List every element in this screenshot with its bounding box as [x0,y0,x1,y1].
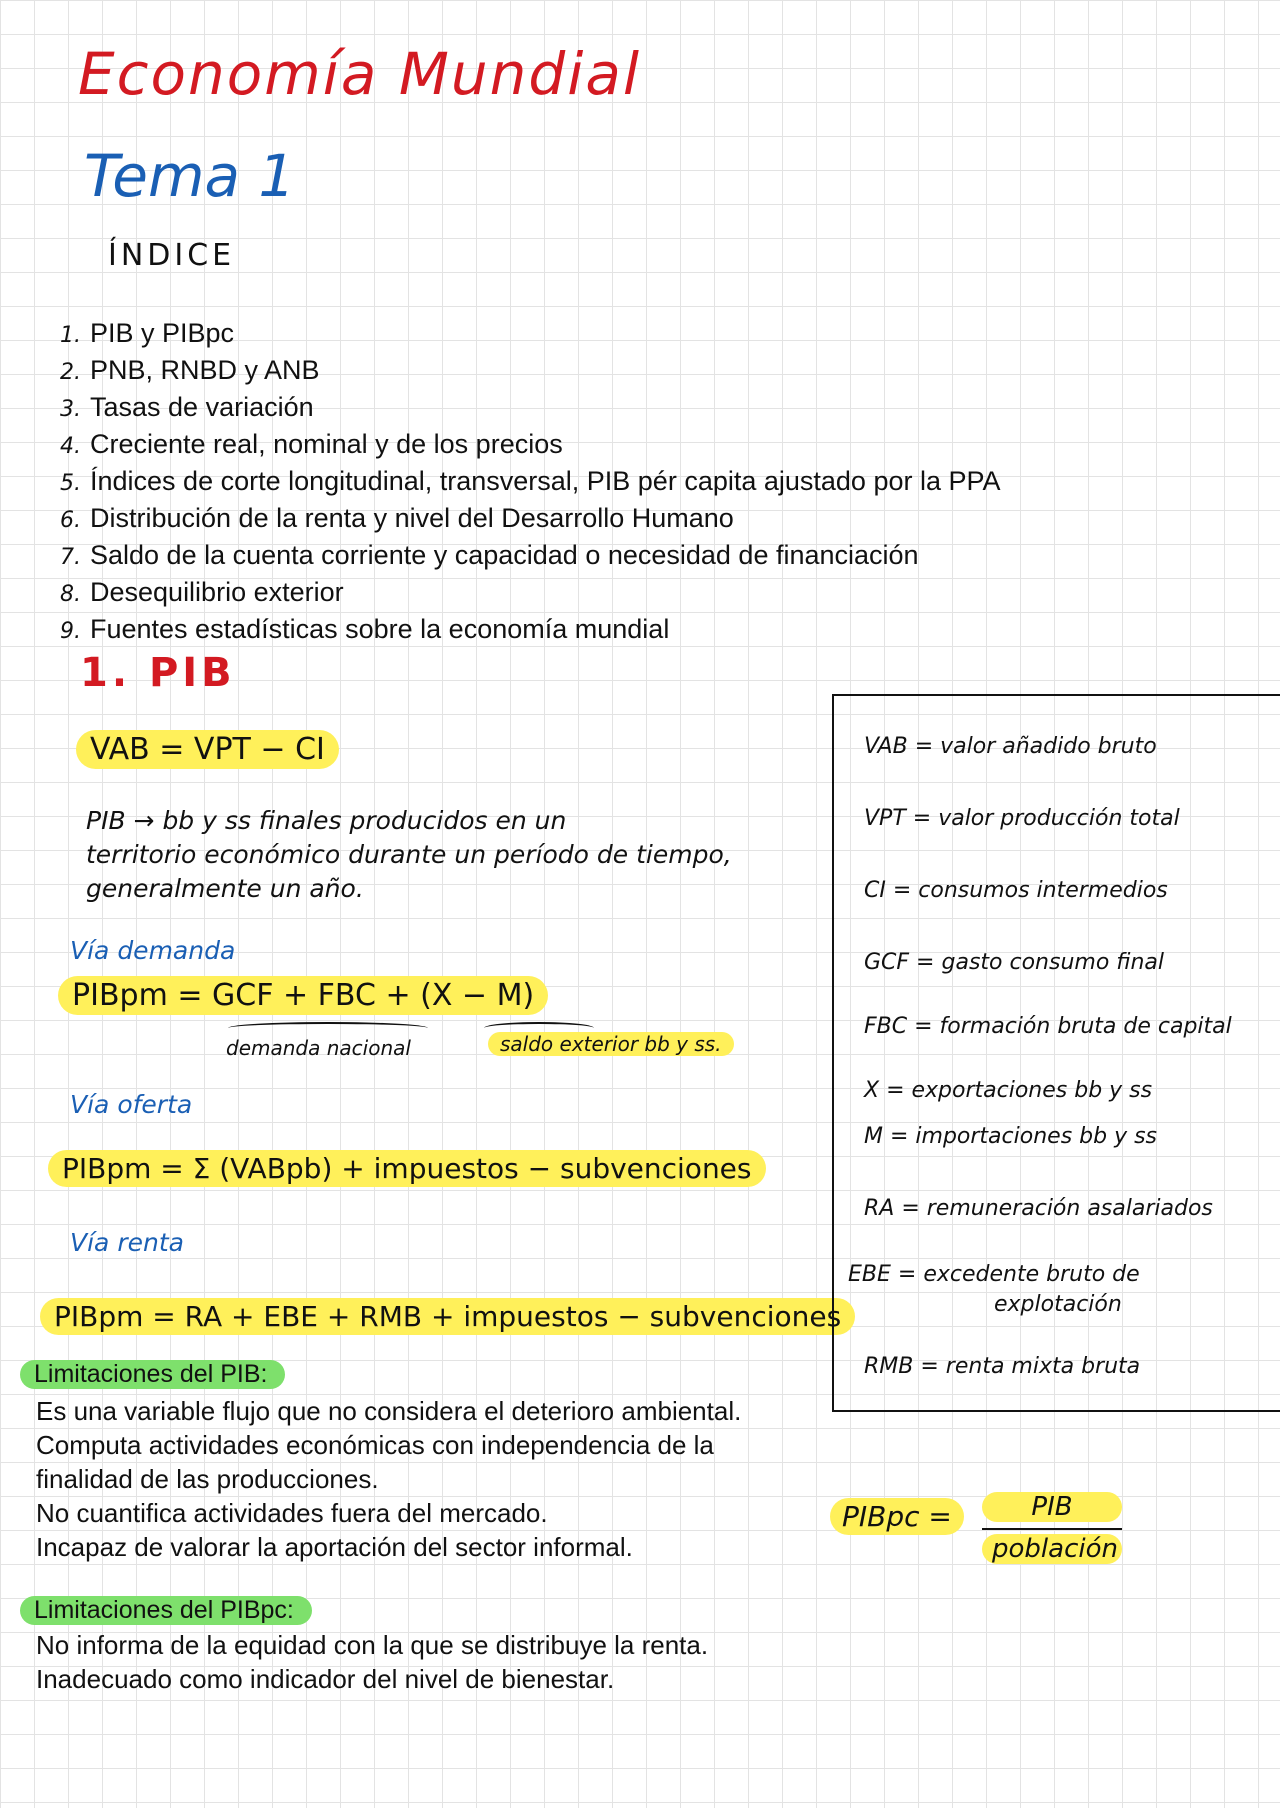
glossary-item [848,1262,1140,1287]
limitations-pibpc-list [36,1628,708,1696]
list-item: Computa actividades económicas con independencia de la [36,1430,714,1460]
page-subtitle: Tema 1 [84,142,296,210]
list-item: Inadecuado como indicador del nivel de bienestar. [36,1664,615,1694]
toc-number: 6. [60,508,81,533]
list-item: Es una variable flujo que no considera el deterioro ambiental. [36,1396,742,1426]
glossary-item [864,1354,1140,1379]
toc-text: PIB y PIBpc [90,318,235,348]
toc-text: Tasas de variación [90,392,314,422]
via-oferta-label: Vía oferta [70,1090,193,1119]
list-item: No informa de la equidad con la que se distribuye la renta. [36,1630,709,1660]
page-title: Economía Mundial [78,40,642,108]
toc-item [60,612,1001,649]
glossary-item [864,950,1164,975]
formula-renta: PIBpm = RA + EBE + RMB + impuestos − subvenciones [40,1298,855,1335]
glossary-item [864,1124,1157,1149]
toc-text: Índices de corte longitudinal, transversal, PIB pér capita ajustado por la PPA [90,466,1001,496]
toc-text: Distribución de la renta y nivel del Desarrollo Humano [90,503,734,533]
pib-definition-line-3: generalmente un año. [86,874,364,903]
toc-text: Saldo de la cuenta corriente y capacidad o necesidad de financiación [90,540,919,570]
toc-number: 8. [60,582,81,607]
pib-definition-line-1: PIB → bb y ss finales producidos en un [86,806,567,835]
toc-item [60,390,1001,427]
glossary-meaning: renta mixta bruta [945,1354,1141,1379]
glossary-meaning: importaciones bb y ss [915,1124,1158,1149]
list-item: No cuantifica actividades fuera del mercado. [36,1498,548,1528]
glossary-term: FBC = [864,1014,933,1039]
brace-demanda [228,1022,428,1034]
glossary-item [864,1014,1232,1039]
toc-number: 9. [60,619,81,644]
table-of-contents [60,316,1001,649]
toc-number: 7. [60,545,81,570]
glossary-term: RMB = [864,1354,939,1379]
vab-formula: VAB = VPT − CI [76,730,339,769]
toc-number: 1. [60,323,81,348]
glossary-term: EBE = [848,1262,917,1287]
limitations-pibpc-label: Limitaciones del PIBpc: [20,1596,312,1625]
toc-item [60,538,1001,575]
pibpc-formula-lhs: PIBpc = [830,1498,964,1535]
toc-number: 2. [60,360,81,385]
glossary-term: M = [864,1124,909,1149]
glossary-meaning: valor producción total [938,806,1180,831]
index-heading: ÍNDICE [108,238,236,273]
glossary-term: RA = [864,1196,920,1221]
toc-text: Fuentes estadísticas sobre la economía mundial [90,614,670,644]
via-demanda-label: Vía demanda [70,936,236,965]
list-item: Incapaz de valorar la aportación del sector informal. [36,1532,633,1562]
pibpc-fraction [982,1492,1122,1564]
toc-item [60,501,1001,538]
section-heading: 1. PIB [80,650,236,696]
toc-number: 5. [60,471,81,496]
pibpc-denominator: población [982,1534,1122,1564]
formula-oferta: PIBpm = Σ (VABpb) + impuestos − subvenciones [48,1150,766,1187]
toc-text: PNB, RNBD y ANB [90,355,320,385]
glossary-box [832,694,1280,1412]
toc-item [60,427,1001,464]
glossary-meaning: excedente bruto de [923,1262,1140,1287]
glossary-meaning: gasto consumo final [941,950,1165,975]
toc-text: Creciente real, nominal y de los precios [90,429,563,459]
limitations-pib-label: Limitaciones del PIB: [20,1360,285,1389]
glossary-term: CI = [864,878,912,903]
brace-label-saldo: saldo exterior bb y ss. [488,1032,734,1056]
toc-number: 4. [60,434,81,459]
pibpc-numerator: PIB [982,1492,1122,1522]
glossary-meaning: valor añadido bruto [940,734,1157,759]
toc-text: Desequilibrio exterior [90,577,344,607]
glossary-item [864,806,1180,831]
glossary-item [864,1196,1213,1221]
glossary-item [864,878,1168,903]
toc-item [60,316,1001,353]
toc-item [60,464,1001,501]
brace-label-demanda: demanda nacional [226,1036,411,1060]
glossary-meaning: consumos intermedios [918,878,1168,903]
glossary-term: GCF = [864,950,935,975]
toc-item [60,575,1001,612]
pib-definition-line-2: territorio económico durante un período de tiempo, [86,840,732,869]
list-item: finalidad de las producciones. [36,1464,379,1494]
formula-demanda: PIBpm = GCF + FBC + (X − M) [58,976,548,1015]
glossary-meaning: remuneración asalariados [926,1196,1213,1221]
glossary-item [864,1078,1152,1103]
glossary-item [864,734,1157,759]
glossary-item [994,1292,1122,1317]
glossary-term: VAB = [864,734,934,759]
glossary-term: X = [864,1078,905,1103]
via-renta-label: Vía renta [70,1228,184,1257]
toc-number: 3. [60,397,81,422]
fraction-bar [982,1528,1122,1530]
glossary-meaning: exportaciones bb y ss [911,1078,1153,1103]
glossary-term: VPT = [864,806,932,831]
limitations-pib-list [36,1394,741,1564]
glossary-meaning: explotación [994,1292,1122,1317]
glossary-meaning: formación bruta de capital [939,1014,1232,1039]
toc-item [60,353,1001,390]
